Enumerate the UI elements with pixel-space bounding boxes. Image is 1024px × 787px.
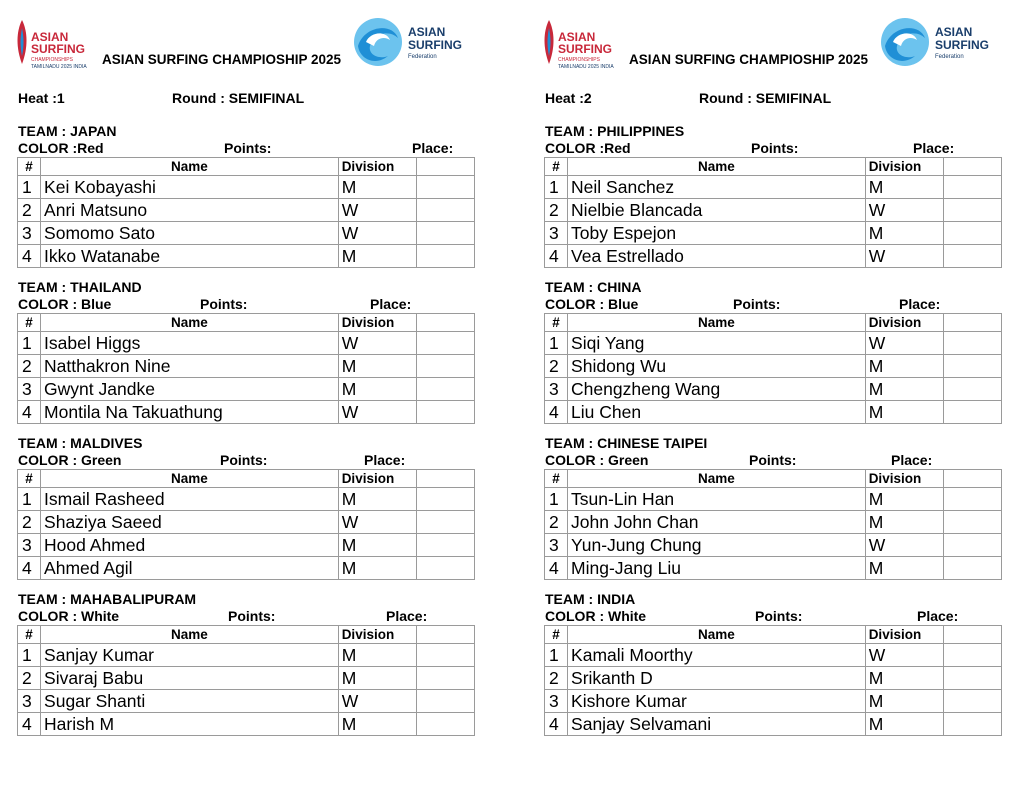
athlete-division: M (338, 378, 416, 401)
roster-row (545, 355, 1002, 378)
blank-cell (943, 355, 1001, 378)
roster-header-row (18, 470, 475, 488)
col-blank-header (416, 626, 474, 644)
blank-cell (416, 332, 474, 355)
place-label: Place: (891, 452, 933, 468)
athlete-number: 1 (545, 176, 568, 199)
team-color: COLOR : White (18, 608, 120, 624)
team-name: TEAM : CHINA (545, 279, 642, 295)
blank-cell (943, 557, 1001, 580)
team-color: COLOR : Blue (545, 296, 639, 312)
blank-cell (416, 355, 474, 378)
col-name-header: Name (568, 626, 866, 644)
athlete-division: M (865, 690, 943, 713)
athlete-number: 2 (18, 199, 41, 222)
roster-header-row (545, 626, 1002, 644)
athlete-name: Srikanth D (568, 667, 866, 690)
athlete-division: M (865, 667, 943, 690)
team-meta (14, 296, 494, 313)
athlete-division: M (865, 378, 943, 401)
athlete-name: Ming-Jang Liu (568, 557, 866, 580)
roster-row (545, 378, 1002, 401)
col-name-header: Name (568, 314, 866, 332)
federation-logo (352, 16, 472, 68)
athlete-name: Sugar Shanti (41, 690, 339, 713)
roster-row (545, 488, 1002, 511)
team-name: TEAM : JAPAN (18, 123, 117, 139)
athlete-division: M (865, 488, 943, 511)
athlete-name: Ikko Watanabe (41, 245, 339, 268)
athlete-number: 3 (545, 378, 568, 401)
athlete-name: Shidong Wu (568, 355, 866, 378)
athlete-name: John John Chan (568, 511, 866, 534)
svg-text:Federation: Federation (935, 54, 964, 60)
athlete-name: Natthakron Nine (41, 355, 339, 378)
roster-row (545, 511, 1002, 534)
blank-cell (416, 511, 474, 534)
roster-row (18, 690, 475, 713)
roster-row (545, 401, 1002, 424)
athlete-number: 1 (545, 332, 568, 355)
blank-cell (416, 488, 474, 511)
roster-row (545, 644, 1002, 667)
place-label: Place: (917, 608, 959, 624)
team-block (14, 278, 494, 424)
athlete-division: M (865, 355, 943, 378)
roster-header-row (18, 158, 475, 176)
roster-row (18, 355, 475, 378)
roster-row (18, 401, 475, 424)
athlete-division: W (338, 690, 416, 713)
athlete-division: M (865, 557, 943, 580)
team-name: TEAM : THAILAND (18, 279, 142, 295)
roster-row (18, 713, 475, 736)
roster-row (18, 245, 475, 268)
roster-row (18, 667, 475, 690)
blank-cell (943, 176, 1001, 199)
heat-sheet-1 (14, 0, 494, 787)
athlete-name: Liu Chen (568, 401, 866, 424)
athlete-number: 3 (545, 690, 568, 713)
athlete-division: M (338, 667, 416, 690)
col-name-header: Name (41, 158, 339, 176)
sheet-header (14, 0, 494, 78)
roster-header-row (545, 314, 1002, 332)
team-color: COLOR :Red (545, 140, 631, 156)
athlete-division: M (338, 713, 416, 736)
athlete-division: W (338, 511, 416, 534)
svg-text:SURFING: SURFING (935, 38, 989, 52)
blank-cell (943, 644, 1001, 667)
roster-row (18, 222, 475, 245)
team-color: COLOR :Red (18, 140, 104, 156)
blank-cell (943, 511, 1001, 534)
team-meta (14, 452, 494, 469)
athlete-division: M (338, 488, 416, 511)
federation-logo (879, 16, 999, 68)
col-division-header: Division (338, 470, 416, 488)
athlete-name: Kamali Moorthy (568, 644, 866, 667)
team-block (541, 590, 1021, 736)
points-label: Points: (220, 452, 268, 468)
athlete-division: W (865, 644, 943, 667)
athlete-division: W (338, 332, 416, 355)
roster-row (545, 222, 1002, 245)
col-division-header: Division (865, 158, 943, 176)
athlete-number: 1 (18, 332, 41, 355)
athlete-number: 3 (18, 222, 41, 245)
team-color: COLOR : Green (18, 452, 122, 468)
athlete-name: Ismail Rasheed (41, 488, 339, 511)
roster-header-row (545, 158, 1002, 176)
team-meta (541, 140, 1021, 157)
athlete-number: 1 (18, 176, 41, 199)
roster-row (18, 332, 475, 355)
athlete-number: 1 (545, 488, 568, 511)
svg-text:CHAMPIONSHIPS: CHAMPIONSHIPS (31, 57, 73, 63)
heat-sheet-2 (541, 0, 1021, 787)
athlete-number: 4 (545, 713, 568, 736)
col-blank-header (943, 314, 1001, 332)
athlete-division: M (865, 713, 943, 736)
col-division-header: Division (865, 626, 943, 644)
blank-cell (943, 713, 1001, 736)
blank-cell (943, 401, 1001, 424)
blank-cell (416, 690, 474, 713)
athlete-number: 3 (18, 690, 41, 713)
col-num-header: # (18, 626, 41, 644)
team-color: COLOR : Blue (18, 296, 112, 312)
col-name-header: Name (41, 470, 339, 488)
place-label: Place: (370, 296, 412, 312)
col-blank-header (416, 314, 474, 332)
roster-header-row (18, 314, 475, 332)
roster-table (544, 313, 1002, 424)
heat-number: Heat :2 (545, 90, 592, 106)
team-block (541, 278, 1021, 424)
team-meta (14, 608, 494, 625)
athlete-number: 3 (545, 534, 568, 557)
points-label: Points: (224, 140, 272, 156)
team-name: TEAM : PHILIPPINES (545, 123, 685, 139)
svg-text:SURFING: SURFING (31, 42, 85, 56)
round-label: Round : SEMIFINAL (172, 90, 305, 106)
place-label: Place: (364, 452, 406, 468)
roster-row (18, 557, 475, 580)
athlete-division: W (338, 401, 416, 424)
athlete-name: Ahmed Agil (41, 557, 339, 580)
col-num-header: # (18, 314, 41, 332)
roster-header-row (18, 626, 475, 644)
athlete-division: M (865, 511, 943, 534)
athlete-number: 4 (545, 401, 568, 424)
team-meta (14, 140, 494, 157)
athlete-number: 2 (18, 667, 41, 690)
round-label: Round : SEMIFINAL (699, 90, 832, 106)
athlete-name: Sanjay Kumar (41, 644, 339, 667)
svg-text:Federation: Federation (408, 54, 437, 60)
athlete-division: W (865, 332, 943, 355)
svg-text:ASIAN: ASIAN (558, 30, 596, 44)
team-meta (541, 608, 1021, 625)
svg-text:ASIAN: ASIAN (31, 30, 69, 44)
roster-row (18, 644, 475, 667)
blank-cell (416, 378, 474, 401)
athlete-number: 2 (545, 667, 568, 690)
teams-list (541, 122, 1021, 736)
blank-cell (416, 401, 474, 424)
team-name: TEAM : MAHABALIPURAM (18, 591, 197, 607)
athlete-division: W (865, 245, 943, 268)
col-num-header: # (18, 158, 41, 176)
athlete-division: M (865, 176, 943, 199)
championship-logo (541, 14, 631, 70)
blank-cell (416, 176, 474, 199)
col-division-header: Division (865, 470, 943, 488)
roster-table (17, 313, 475, 424)
championship-logo (14, 14, 104, 70)
blank-cell (943, 222, 1001, 245)
athlete-name: Chengzheng Wang (568, 378, 866, 401)
sheet-header (541, 0, 1021, 78)
roster-row (545, 557, 1002, 580)
roster-row (545, 534, 1002, 557)
blank-cell (943, 199, 1001, 222)
roster-row (545, 690, 1002, 713)
athlete-number: 2 (18, 355, 41, 378)
roster-table (544, 625, 1002, 736)
athlete-name: Isabel Higgs (41, 332, 339, 355)
col-num-header: # (545, 158, 568, 176)
col-num-header: # (545, 314, 568, 332)
athlete-division: M (338, 355, 416, 378)
svg-text:ASIAN: ASIAN (935, 25, 973, 39)
team-block (14, 590, 494, 736)
roster-header-row (545, 470, 1002, 488)
athlete-division: M (865, 222, 943, 245)
svg-text:TAMILNADU 2025 INDIA: TAMILNADU 2025 INDIA (31, 64, 87, 70)
col-blank-header (943, 470, 1001, 488)
blank-cell (943, 378, 1001, 401)
athlete-name: Hood Ahmed (41, 534, 339, 557)
team-block (541, 122, 1021, 268)
athlete-name: Harish M (41, 713, 339, 736)
blank-cell (943, 488, 1001, 511)
place-label: Place: (899, 296, 941, 312)
svg-text:ASIAN: ASIAN (408, 25, 446, 39)
blank-cell (943, 534, 1001, 557)
col-blank-header (416, 470, 474, 488)
athlete-number: 3 (545, 222, 568, 245)
team-name: TEAM : INDIA (545, 591, 636, 607)
athlete-number: 4 (18, 713, 41, 736)
heat-round-line (541, 78, 1021, 112)
athlete-name: Siqi Yang (568, 332, 866, 355)
athlete-number: 4 (18, 401, 41, 424)
col-name-header: Name (41, 626, 339, 644)
blank-cell (416, 667, 474, 690)
roster-row (18, 199, 475, 222)
athlete-name: Shaziya Saeed (41, 511, 339, 534)
roster-row (18, 488, 475, 511)
athlete-division: W (338, 199, 416, 222)
place-label: Place: (913, 140, 955, 156)
roster-row (545, 332, 1002, 355)
roster-table (17, 157, 475, 268)
blank-cell (416, 222, 474, 245)
col-num-header: # (18, 470, 41, 488)
athlete-number: 1 (18, 644, 41, 667)
athlete-name: Nielbie Blancada (568, 199, 866, 222)
team-block (541, 434, 1021, 580)
points-label: Points: (755, 608, 803, 624)
points-label: Points: (200, 296, 248, 312)
athlete-name: Sivaraj Babu (41, 667, 339, 690)
team-meta (541, 452, 1021, 469)
athlete-division: W (865, 534, 943, 557)
athlete-division: M (338, 245, 416, 268)
teams-list (14, 122, 494, 736)
team-color: COLOR : White (545, 608, 647, 624)
col-division-header: Division (865, 314, 943, 332)
athlete-number: 3 (18, 534, 41, 557)
roster-table (17, 469, 475, 580)
athlete-name: Tsun-Lin Han (568, 488, 866, 511)
col-name-header: Name (568, 158, 866, 176)
team-name: TEAM : MALDIVES (18, 435, 143, 451)
roster-row (545, 667, 1002, 690)
col-division-header: Division (338, 158, 416, 176)
athlete-name: Yun-Jung Chung (568, 534, 866, 557)
athlete-name: Montila Na Takuathung (41, 401, 339, 424)
athlete-name: Toby Espejon (568, 222, 866, 245)
team-name: TEAM : CHINESE TAIPEI (545, 435, 708, 451)
roster-row (18, 176, 475, 199)
points-label: Points: (751, 140, 799, 156)
athlete-division: M (338, 644, 416, 667)
athlete-name: Kishore Kumar (568, 690, 866, 713)
athlete-number: 2 (18, 511, 41, 534)
athlete-number: 3 (18, 378, 41, 401)
athlete-name: Somomo Sato (41, 222, 339, 245)
blank-cell (943, 667, 1001, 690)
points-label: Points: (733, 296, 781, 312)
athlete-division: W (865, 199, 943, 222)
blank-cell (943, 690, 1001, 713)
team-color: COLOR : Green (545, 452, 649, 468)
heat-number: Heat :1 (18, 90, 65, 106)
blank-cell (416, 534, 474, 557)
col-blank-header (943, 158, 1001, 176)
col-num-header: # (545, 470, 568, 488)
svg-text:TAMILNADU 2025 INDIA: TAMILNADU 2025 INDIA (558, 64, 614, 70)
athlete-name: Anri Matsuno (41, 199, 339, 222)
blank-cell (416, 199, 474, 222)
blank-cell (416, 557, 474, 580)
points-label: Points: (749, 452, 797, 468)
svg-text:CHAMPIONSHIPS: CHAMPIONSHIPS (558, 57, 600, 63)
blank-cell (416, 245, 474, 268)
svg-text:SURFING: SURFING (408, 38, 462, 52)
athlete-number: 2 (545, 511, 568, 534)
athlete-name: Neil Sanchez (568, 176, 866, 199)
col-division-header: Division (338, 626, 416, 644)
blank-cell (416, 644, 474, 667)
roster-row (545, 176, 1002, 199)
athlete-name: Vea Estrellado (568, 245, 866, 268)
svg-text:SURFING: SURFING (558, 42, 612, 56)
athlete-name: Gwynt Jandke (41, 378, 339, 401)
team-block (14, 434, 494, 580)
athlete-division: M (338, 534, 416, 557)
championship-title: ASIAN SURFING CHAMPIOSHIP 2025 (629, 52, 869, 67)
col-blank-header (416, 158, 474, 176)
roster-row (545, 245, 1002, 268)
roster-table (17, 625, 475, 736)
col-division-header: Division (338, 314, 416, 332)
col-blank-header (943, 626, 1001, 644)
athlete-number: 2 (545, 199, 568, 222)
blank-cell (416, 713, 474, 736)
athlete-number: 4 (545, 245, 568, 268)
place-label: Place: (412, 140, 454, 156)
heat-round-line (14, 78, 494, 112)
athlete-number: 1 (18, 488, 41, 511)
roster-row (18, 534, 475, 557)
athlete-name: Sanjay Selvamani (568, 713, 866, 736)
place-label: Place: (386, 608, 428, 624)
athlete-division: M (865, 401, 943, 424)
athlete-division: M (338, 176, 416, 199)
championship-title: ASIAN SURFING CHAMPIOSHIP 2025 (102, 52, 342, 67)
roster-table (544, 469, 1002, 580)
roster-row (18, 378, 475, 401)
roster-row (18, 511, 475, 534)
points-label: Points: (228, 608, 276, 624)
roster-row (545, 199, 1002, 222)
team-block (14, 122, 494, 268)
athlete-division: M (338, 557, 416, 580)
athlete-number: 4 (545, 557, 568, 580)
col-num-header: # (545, 626, 568, 644)
blank-cell (943, 332, 1001, 355)
team-meta (541, 296, 1021, 313)
blank-cell (943, 245, 1001, 268)
athlete-number: 4 (18, 557, 41, 580)
roster-row (545, 713, 1002, 736)
roster-table (544, 157, 1002, 268)
col-name-header: Name (41, 314, 339, 332)
athlete-division: W (338, 222, 416, 245)
athlete-number: 2 (545, 355, 568, 378)
col-name-header: Name (568, 470, 866, 488)
athlete-name: Kei Kobayashi (41, 176, 339, 199)
athlete-number: 4 (18, 245, 41, 268)
athlete-number: 1 (545, 644, 568, 667)
